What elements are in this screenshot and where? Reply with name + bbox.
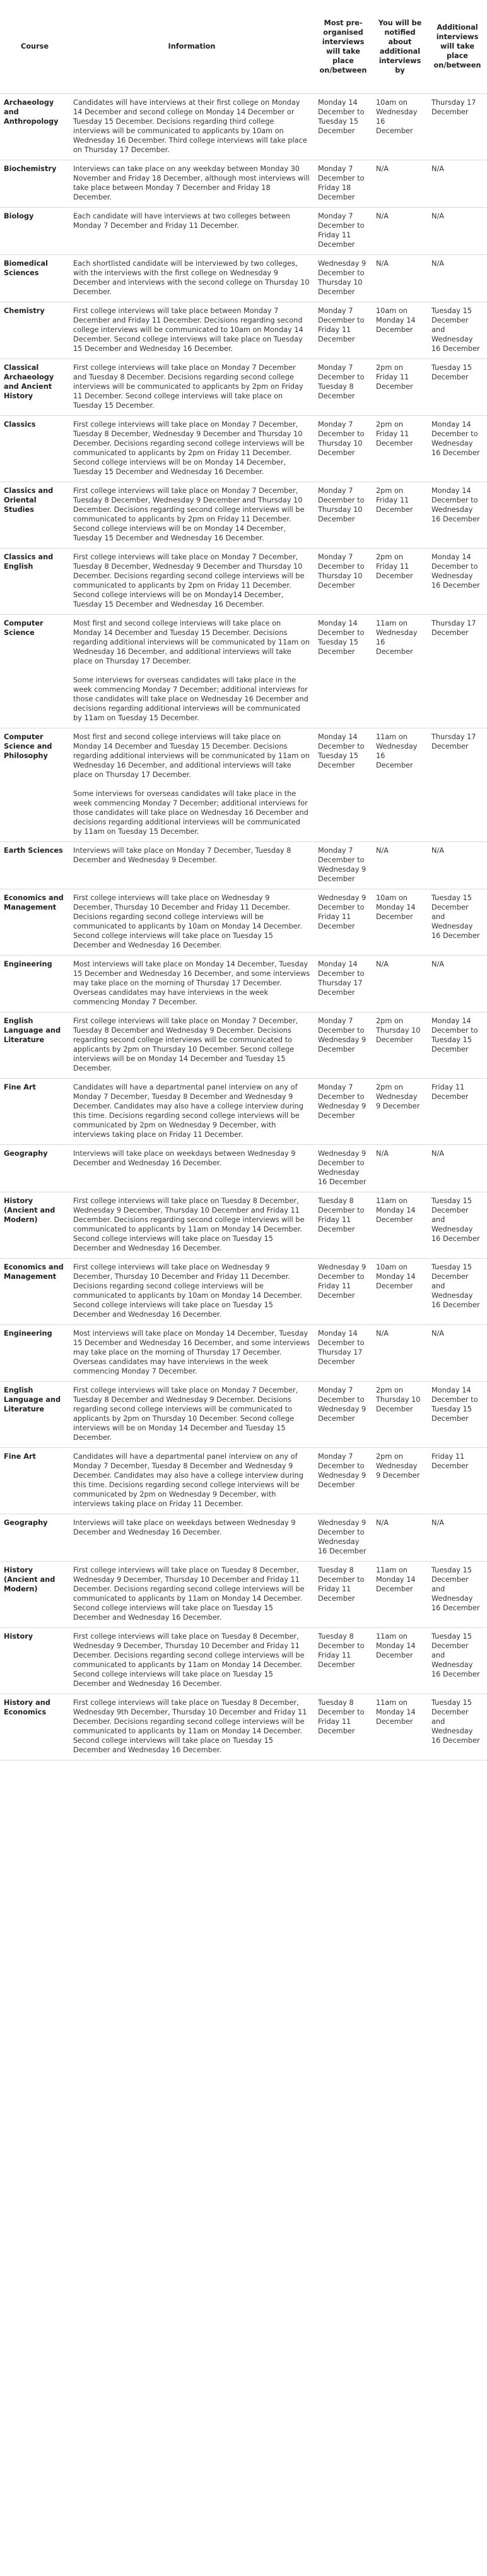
preorganised-cell: Monday 7 December to Friday 11 December	[314, 302, 372, 359]
information-cell	[69, 614, 314, 728]
notified-cell: N/A	[372, 841, 428, 889]
preorganised-cell: Wednesday 9 December to Wednesday 16 December	[314, 1144, 372, 1192]
information-text: First college interviews will take place on Monday 7 December, Tuesday 8 December, Wednesday 9 December and Thursday 10 December. Decisions regarding second college interviews will be communicated to applicants by 2pm on Friday 11 December. Second college interviews will be on Monday14 December, Tuesday 15 December and Wednesday 16 December.	[73, 552, 305, 608]
header-row	[0, 0, 487, 93]
additional-cell: Tuesday 15 December and Wednesday 16 December	[428, 889, 487, 955]
information-text: Each shortlisted candidate will be interviewed by two colleges, with the interviews with the first college on Wednesday 9 December and interviews with the second college on Thursday 10 December.	[73, 259, 310, 296]
information-cell	[69, 93, 314, 160]
information-text: First college interviews will take place on Tuesday 8 December, Wednesday 9 December, Thursday 10 December and Friday 11 December. Decisions regarding second college interviews will be communicated to applicants by 11am on Monday 14 December. Second college interviews will take place on Tuesday 15 December and Wednesday 16 December.	[73, 1632, 305, 1688]
information-cell	[69, 1561, 314, 1627]
course-cell: Economics and Management	[0, 1258, 69, 1324]
additional-cell: Tuesday 15 December and Wednesday 16 December	[428, 1192, 487, 1258]
information-text: Interviews will take place on weekdays between Wednesday 9 December and Wednesday 16 December.	[73, 1149, 296, 1167]
additional-cell: Thursday 17 December	[428, 728, 487, 841]
additional-cell: Monday 14 December to Tuesday 15 December	[428, 1381, 487, 1447]
course-cell: Geography	[0, 1144, 69, 1192]
information-text: Most first and second college interviews will take place on Monday 14 December and Tuesday 15 December. Decisions regarding additional interviews will be communicated by 11am on Wednesday 16 December, and additional interviews will take place on Thursday 17 December.	[73, 619, 310, 665]
preorganised-cell: Monday 7 December to Wednesday 9 December	[314, 1381, 372, 1447]
course-cell: Earth Sciences	[0, 841, 69, 889]
preorganised-cell: Monday 7 December to Wednesday 9 December	[314, 841, 372, 889]
additional-cell: N/A	[428, 1144, 487, 1192]
preorganised-cell: Monday 7 December to Friday 18 December	[314, 160, 372, 207]
preorganised-cell: Monday 14 December to Tuesday 15 December	[314, 728, 372, 841]
table-row	[0, 1627, 487, 1694]
table-row	[0, 1694, 487, 1760]
preorganised-cell: Monday 14 December to Thursday 17 December	[314, 1324, 372, 1381]
information-text: Most interviews will take place on Monday 14 December, Tuesday 15 December and Wednesday 16 December, and some interviews may take place on the morning of Thursday 17 December. Overseas candidates may have interviews in the week commencing Monday 7 December.	[73, 1329, 310, 1375]
information-cell	[69, 1078, 314, 1144]
information-text: Candidates will have a departmental panel interview on any of Monday 7 December, Tuesday 8 December and Wednesday 9 December. Candidates may also have a college interview during this time. Decisions regarding second college interviews will be communicated by 2pm on Wednesday 9 December, with interviews taking place on Friday 11 December.	[73, 1083, 303, 1139]
information-cell	[69, 1192, 314, 1258]
information-text: First college interviews will take place on Wednesday 9 December, Thursday 10 December and Friday 11 December. Decisions regarding second college interviews will be communicated to applicants by 10am on Monday 14 December. Second college interviews will take place on Tuesday 15 December and Wednesday 16 December.	[73, 1262, 302, 1319]
preorganised-cell: Tuesday 8 December to Friday 11 December	[314, 1192, 372, 1258]
table-row	[0, 548, 487, 614]
course-cell: Classics and English	[0, 548, 69, 614]
notified-cell: 11am on Monday 14 December	[372, 1192, 428, 1258]
course-cell: Computer Science	[0, 614, 69, 728]
notified-cell: N/A	[372, 1514, 428, 1561]
information-text: Candidates will have a departmental panel interview on any of Monday 7 December, Tuesday 8 December and Wednesday 9 December. Candidates may also have a college interview during this time. Decisions regarding second college interviews will be communicated by 2pm on Wednesday 9 December, with interviews taking place on Friday 11 December.	[73, 1452, 303, 1508]
additional-cell: Monday 14 December to Wednesday 16 December	[428, 415, 487, 482]
preorganised-cell: Tuesday 8 December to Friday 11 December	[314, 1627, 372, 1694]
information-cell	[69, 728, 314, 841]
course-cell: History (Ancient and Modern)	[0, 1192, 69, 1258]
notified-cell: 2pm on Friday 11 December	[372, 415, 428, 482]
additional-cell: Friday 11 December	[428, 1447, 487, 1514]
table-row	[0, 1381, 487, 1447]
information-cell	[69, 548, 314, 614]
notified-cell: 2pm on Thursday 10 December	[372, 1381, 428, 1447]
notified-cell: 2pm on Friday 11 December	[372, 482, 428, 548]
table-row	[0, 841, 487, 889]
preorganised-cell: Monday 7 December to Thursday 10 December	[314, 548, 372, 614]
additional-cell: Monday 14 December to Wednesday 16 December	[428, 482, 487, 548]
preorganised-cell: Monday 7 December to Wednesday 9 December	[314, 1078, 372, 1144]
information-cell	[69, 1694, 314, 1760]
information-text: Candidates will have interviews at their first college on Monday 14 December and second college on Monday 14 December or Tuesday 15 December. Decisions regarding third college interviews will be communicated to applicants by 10am on Wednesday 16 December. Third college interviews will take place on Thursday 17 December.	[73, 98, 307, 154]
information-extra-text: Some interviews for overseas candidates will take place in the week commencing Monday 7 December; additional interviews for those candidates will take place on Wednesday 16 December and decisions regarding additional interviews will be communicated by 11am on Tuesday 15 December.	[73, 789, 308, 836]
course-cell: Fine Art	[0, 1447, 69, 1514]
information-text: Each candidate will have interviews at two colleges between Monday 7 December and Friday 11 December.	[73, 211, 290, 230]
preorganised-cell: Monday 14 December to Thursday 17 December	[314, 955, 372, 1012]
course-cell: History	[0, 1627, 69, 1694]
notified-cell: 11am on Wednesday 16 December	[372, 614, 428, 728]
preorganised-cell: Monday 7 December to Wednesday 9 December	[314, 1012, 372, 1078]
additional-cell: Tuesday 15 December and Wednesday 16 December	[428, 1561, 487, 1627]
information-text: Interviews will take place on weekdays between Wednesday 9 December and Wednesday 16 December.	[73, 1518, 296, 1536]
table-row	[0, 359, 487, 415]
information-cell	[69, 160, 314, 207]
information-text: First college interviews will take place on Tuesday 8 December, Wednesday 9 December, Thursday 10 December and Friday 11 December. Decisions regarding second college interviews will be communicated to applicants by 11am on Monday 14 December. Second college interviews will take place on Tuesday 15 December and Wednesday 16 December.	[73, 1565, 305, 1622]
additional-cell: N/A	[428, 841, 487, 889]
course-cell: Biochemistry	[0, 160, 69, 207]
table-row	[0, 1514, 487, 1561]
table-row	[0, 1447, 487, 1514]
notified-cell: 11am on Monday 14 December	[372, 1627, 428, 1694]
preorganised-cell: Monday 7 December to Thursday 10 December	[314, 482, 372, 548]
additional-cell: N/A	[428, 955, 487, 1012]
additional-cell: Tuesday 15 December	[428, 359, 487, 415]
notified-cell: 10am on Monday 14 December	[372, 302, 428, 359]
header-course: Course	[0, 0, 69, 93]
table-row	[0, 93, 487, 160]
information-cell	[69, 1627, 314, 1694]
table-row	[0, 728, 487, 841]
information-text: First college interviews will take place on Monday 7 December and Tuesday 8 December. Decisions regarding second college interviews will be communicated to applicants by 2pm on Friday 11 December. Second college interviews will take place on Tuesday 15 December.	[73, 363, 303, 410]
table-row	[0, 482, 487, 548]
notified-cell: N/A	[372, 254, 428, 302]
header-information: Information	[69, 0, 314, 93]
table-row	[0, 160, 487, 207]
course-cell: Classics and Oriental Studies	[0, 482, 69, 548]
additional-cell: N/A	[428, 1324, 487, 1381]
information-cell	[69, 841, 314, 889]
information-text: First college interviews will take place on Tuesday 8 December, Wednesday 9th December, Thursday 10 December and Friday 11 December. Decisions regarding second college interviews will be communicated to applicants by 11am on Monday 14 December. Second college interviews will take place on Tuesday 15 December and Wednesday 16 December.	[73, 1698, 307, 1754]
preorganised-cell: Wednesday 9 December to Friday 11 December	[314, 889, 372, 955]
information-text: First college interviews will take place on Monday 7 December, Tuesday 8 December, Wednesday 9 December and Thursday 10 December. Decisions regarding second college interviews will be communicated to applicants by 2pm on Friday 11 December. Second college interviews will be on Monday 14 December, Tuesday 15 December and Wednesday 16 December.	[73, 420, 305, 476]
information-text: First college interviews will take place between Monday 7 December and Friday 11 December. Decisions regarding second college interviews will be communicated to 10am on Monday 14 December. Second college interviews will take place on Tuesday 15 December and Wednesday 16 December.	[73, 306, 303, 353]
table-row	[0, 207, 487, 254]
header-preorganised: Most pre-organised interviews will take place on/between	[314, 0, 372, 93]
information-text: Most first and second college interviews will take place on Monday 14 December and Tuesday 15 December. Decisions regarding additional interviews will be communicated by 11am on Wednesday 16 December, and additional interviews will take place on Thursday 17 December.	[73, 732, 310, 779]
information-text: Interviews will take place on Monday 7 December, Tuesday 8 December and Wednesday 9 December.	[73, 846, 291, 864]
preorganised-cell: Wednesday 9 December to Friday 11 December	[314, 1258, 372, 1324]
course-cell: English Language and Literature	[0, 1381, 69, 1447]
course-cell: Chemistry	[0, 302, 69, 359]
notified-cell: N/A	[372, 160, 428, 207]
course-cell: Engineering	[0, 1324, 69, 1381]
course-cell: Computer Science and Philosophy	[0, 728, 69, 841]
course-cell: Classical Archaeology and Ancient History	[0, 359, 69, 415]
table-row	[0, 614, 487, 728]
table-row	[0, 1258, 487, 1324]
notified-cell: 11am on Wednesday 16 December	[372, 728, 428, 841]
course-cell: History (Ancient and Modern)	[0, 1561, 69, 1627]
additional-cell: Tuesday 15 December and Wednesday 16 December	[428, 1258, 487, 1324]
additional-cell: Thursday 17 December	[428, 93, 487, 160]
course-cell: Fine Art	[0, 1078, 69, 1144]
information-cell	[69, 302, 314, 359]
notified-cell: 2pm on Wednesday 9 December	[372, 1447, 428, 1514]
notified-cell: 11am on Monday 14 December	[372, 1561, 428, 1627]
notified-cell: 10am on Monday 14 December	[372, 889, 428, 955]
additional-cell: Monday 14 December to Tuesday 15 December	[428, 1012, 487, 1078]
information-cell	[69, 1324, 314, 1381]
notified-cell: 2pm on Friday 11 December	[372, 548, 428, 614]
information-text: First college interviews will take place on Tuesday 8 December, Wednesday 9 December, Thursday 10 December and Friday 11 December. Decisions regarding second college interviews will be communicated to applicants by 11am on Monday 14 December. Second college interviews will take place on Tuesday 15 December and Wednesday 16 December.	[73, 1196, 305, 1252]
preorganised-cell: Tuesday 8 December to Friday 11 December	[314, 1694, 372, 1760]
table-body	[0, 93, 487, 1760]
preorganised-cell: Monday 7 December to Thursday 10 December	[314, 415, 372, 482]
table-row	[0, 415, 487, 482]
information-cell	[69, 359, 314, 415]
table-row	[0, 1078, 487, 1144]
preorganised-cell: Tuesday 8 December to Friday 11 December	[314, 1561, 372, 1627]
header-additional: Additional interviews will take place on/between	[428, 0, 487, 93]
header-notified: You will be notified about additional interviews by	[372, 0, 428, 93]
information-text: Most interviews will take place on Monday 14 December, Tuesday 15 December and Wednesday 16 December, and some interviews may take place on the morning of Thursday 17 December. Overseas candidates may have interviews in the week commencing Monday 7 December.	[73, 959, 310, 1006]
preorganised-cell: Wednesday 9 December to Wednesday 16 December	[314, 1514, 372, 1561]
additional-cell: Friday 11 December	[428, 1078, 487, 1144]
course-cell: Engineering	[0, 955, 69, 1012]
additional-cell: Tuesday 15 December and Wednesday 16 December	[428, 1694, 487, 1760]
additional-cell: Tuesday 15 December and Wednesday 16 December	[428, 302, 487, 359]
table-row	[0, 1144, 487, 1192]
table-row	[0, 955, 487, 1012]
table-row	[0, 1012, 487, 1078]
notified-cell: N/A	[372, 1324, 428, 1381]
course-cell: History and Economics	[0, 1694, 69, 1760]
information-extra-text: Some interviews for overseas candidates will take place in the week commencing Monday 7 December; additional interviews for those candidates will take place on Wednesday 16 December and decisions regarding additional interviews will be communicated by 11am on Tuesday 15 December.	[73, 675, 308, 722]
course-cell: Geography	[0, 1514, 69, 1561]
information-cell	[69, 1012, 314, 1078]
additional-cell: Thursday 17 December	[428, 614, 487, 728]
notified-cell: 11am on Monday 14 December	[372, 1694, 428, 1760]
notified-cell: 10am on Wednesday 16 December	[372, 93, 428, 160]
information-cell	[69, 207, 314, 254]
notified-cell: N/A	[372, 1144, 428, 1192]
information-cell	[69, 482, 314, 548]
course-cell: Biology	[0, 207, 69, 254]
information-text: First college interviews will take place on Wednesday 9 December, Thursday 10 December and Friday 11 December. Decisions regarding second college interviews will be communicated to applicants by 10am on Monday 14 December. Second college interviews will take place on Tuesday 15 December and Wednesday 16 December.	[73, 893, 302, 949]
additional-cell: N/A	[428, 160, 487, 207]
information-cell	[69, 1144, 314, 1192]
table-row	[0, 1324, 487, 1381]
notified-cell: 2pm on Wednesday 9 December	[372, 1078, 428, 1144]
information-cell	[69, 1447, 314, 1514]
information-cell	[69, 955, 314, 1012]
table-row	[0, 1192, 487, 1258]
information-cell	[69, 1514, 314, 1561]
table-row	[0, 1561, 487, 1627]
notified-cell: N/A	[372, 207, 428, 254]
notified-cell: N/A	[372, 955, 428, 1012]
information-text: Interviews can take place on any weekday between Monday 30 November and Friday 18 December, although most interviews will take place between Monday 7 December and Friday 18 December.	[73, 164, 310, 201]
table-row	[0, 254, 487, 302]
information-text: First college interviews will take place on Monday 7 December, Tuesday 8 December and Wednesday 9 December. Decisions regarding second college interviews will be communicated to applicants by 2pm on Thursday 10 December. Second college interviews will be on Monday 14 December and Tuesday 15 December.	[73, 1016, 298, 1072]
notified-cell: 10am on Monday 14 December	[372, 1258, 428, 1324]
course-cell: Classics	[0, 415, 69, 482]
additional-cell: N/A	[428, 254, 487, 302]
preorganised-cell: Wednesday 9 December to Thursday 10 December	[314, 254, 372, 302]
table-header	[0, 0, 487, 93]
information-text: First college interviews will take place on Monday 7 December, Tuesday 8 December and Wednesday 9 December. Decisions regarding second college interviews will be communicated to applicants by 2pm on Thursday 10 December. Second college interviews will be on Monday 14 December and Tuesday 15 December.	[73, 1386, 298, 1442]
preorganised-cell: Monday 7 December to Wednesday 9 December	[314, 1447, 372, 1514]
notified-cell: 2pm on Friday 11 December	[372, 359, 428, 415]
course-cell: Biomedical Sciences	[0, 254, 69, 302]
information-text: First college interviews will take place on Monday 7 December, Tuesday 8 December, Wednesday 9 December and Thursday 10 December. Decisions regarding second college interviews will be communicated to applicants by 2pm on Friday 11 December. Second college interviews will be on Monday 14 December, Tuesday 15 December and Wednesday 16 December.	[73, 486, 305, 542]
preorganised-cell: Monday 14 December to Tuesday 15 December	[314, 93, 372, 160]
preorganised-cell: Monday 7 December to Tuesday 8 December	[314, 359, 372, 415]
course-cell: English Language and Literature	[0, 1012, 69, 1078]
course-cell: Archaeology and Anthropology	[0, 93, 69, 160]
information-cell	[69, 889, 314, 955]
information-cell	[69, 1258, 314, 1324]
information-cell	[69, 1381, 314, 1447]
additional-cell: N/A	[428, 1514, 487, 1561]
table-row	[0, 302, 487, 359]
preorganised-cell: Monday 14 December to Tuesday 15 December	[314, 614, 372, 728]
additional-cell: N/A	[428, 207, 487, 254]
additional-cell: Monday 14 December to Wednesday 16 December	[428, 548, 487, 614]
notified-cell: 2pm on Thursday 10 December	[372, 1012, 428, 1078]
preorganised-cell: Monday 7 December to Friday 11 December	[314, 207, 372, 254]
information-cell	[69, 415, 314, 482]
information-cell	[69, 254, 314, 302]
additional-cell: Tuesday 15 December and Wednesday 16 December	[428, 1627, 487, 1694]
course-cell: Economics and Management	[0, 889, 69, 955]
table-row	[0, 889, 487, 955]
